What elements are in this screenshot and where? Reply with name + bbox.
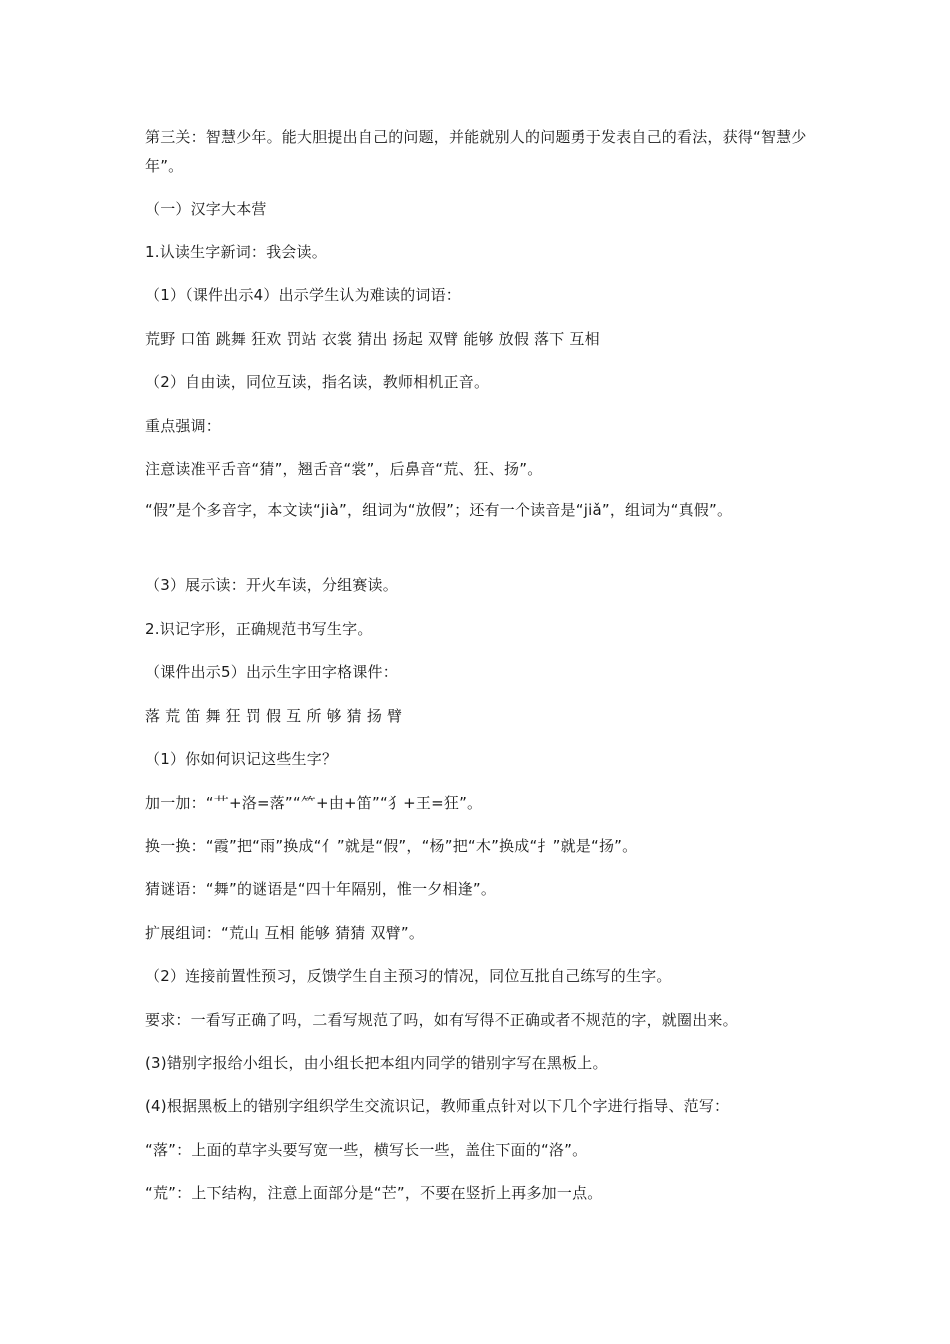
- paragraph-expand: 扩展组词：“荒山 互相 能够 猜猜 双臂”。: [145, 924, 425, 942]
- paragraph-requirement: 要求：一看写正确了吗，二看写规范了吗，如有写得不正确或者不规范的字，就圈出来。: [145, 1011, 738, 1029]
- paragraph-pronunciation: 注意读准平舌音“猜”，翘舌音“裳”，后鼻音“荒、狂、扬”。: [145, 460, 543, 478]
- paragraph-add: 加一加：“艹+洛=落”“⺮+由+笛”“犭+王=狂”。: [145, 794, 483, 812]
- paragraph-polyphone: “假”是个多音字，本文读“jià”，组词为“放假”；还有一个读音是“jiǎ”，组词为“真假”。: [145, 501, 733, 519]
- paragraph-sub-3: （3）展示读：开火车读，分组赛读。: [145, 576, 398, 594]
- paragraph-courseware: （课件出示5）出示生字田字格课件：: [145, 663, 398, 681]
- section-heading: （一）汉字大本营: [145, 200, 267, 218]
- paragraph-emphasis: 重点强调：: [145, 417, 222, 435]
- paragraph-swap: 换一换：“霞”把“雨”换成“亻”就是“假”，“杨”把“木”换成“扌”就是“扬”。: [145, 837, 638, 855]
- paragraph-sub-2: （2）自由读，同位互读，指名读，教师相机正音。: [145, 373, 490, 391]
- character-list: 落 荒 笛 舞 狂 罚 假 互 所 够 猜 扬 臂: [145, 707, 403, 725]
- paragraph-sub-1: （1）（课件出示4）出示学生认为难读的词语：: [145, 286, 461, 304]
- paragraph-riddle: 猜谜语：“舞”的谜语是“四十年隔别，惟一夕相逢”。: [145, 880, 497, 898]
- paragraph-intro: 第三关：智慧少年。能大胆提出自己的问题，并能就别人的问题勇于发表自己的看法，获得“智慧少年”。: [145, 128, 807, 175]
- paragraph-item-1: 1.认读生字新词：我会读。: [145, 243, 327, 261]
- paragraph-item-2: 2.识记字形，正确规范书写生字。: [145, 620, 373, 638]
- word-list: 荒野 口笛 跳舞 狂欢 罚站 衣裳 猜出 扬起 双臂 能够 放假 落下 互相: [145, 330, 600, 348]
- paragraph-preview: （2）连接前置性预习，反馈学生自主预习的情况，同位互批自己练写的生字。: [145, 967, 672, 985]
- paragraph-question: （1）你如何识记这些生字？: [145, 750, 338, 768]
- paragraph-luo: “落”：上面的草字头要写宽一些，横写长一些，盖住下面的“洛”。: [145, 1141, 588, 1159]
- paragraph-errors: (3)错别字报给小组长，由小组长把本组内同学的错别字写在黑板上。: [145, 1054, 608, 1072]
- paragraph-huang: “荒”：上下结构，注意上面部分是“芒”，不要在竖折上再多加一点。: [145, 1184, 603, 1202]
- paragraph-guidance: (4)根据黑板上的错别字组织学生交流识记，教师重点针对以下几个字进行指导、范写：: [145, 1097, 730, 1115]
